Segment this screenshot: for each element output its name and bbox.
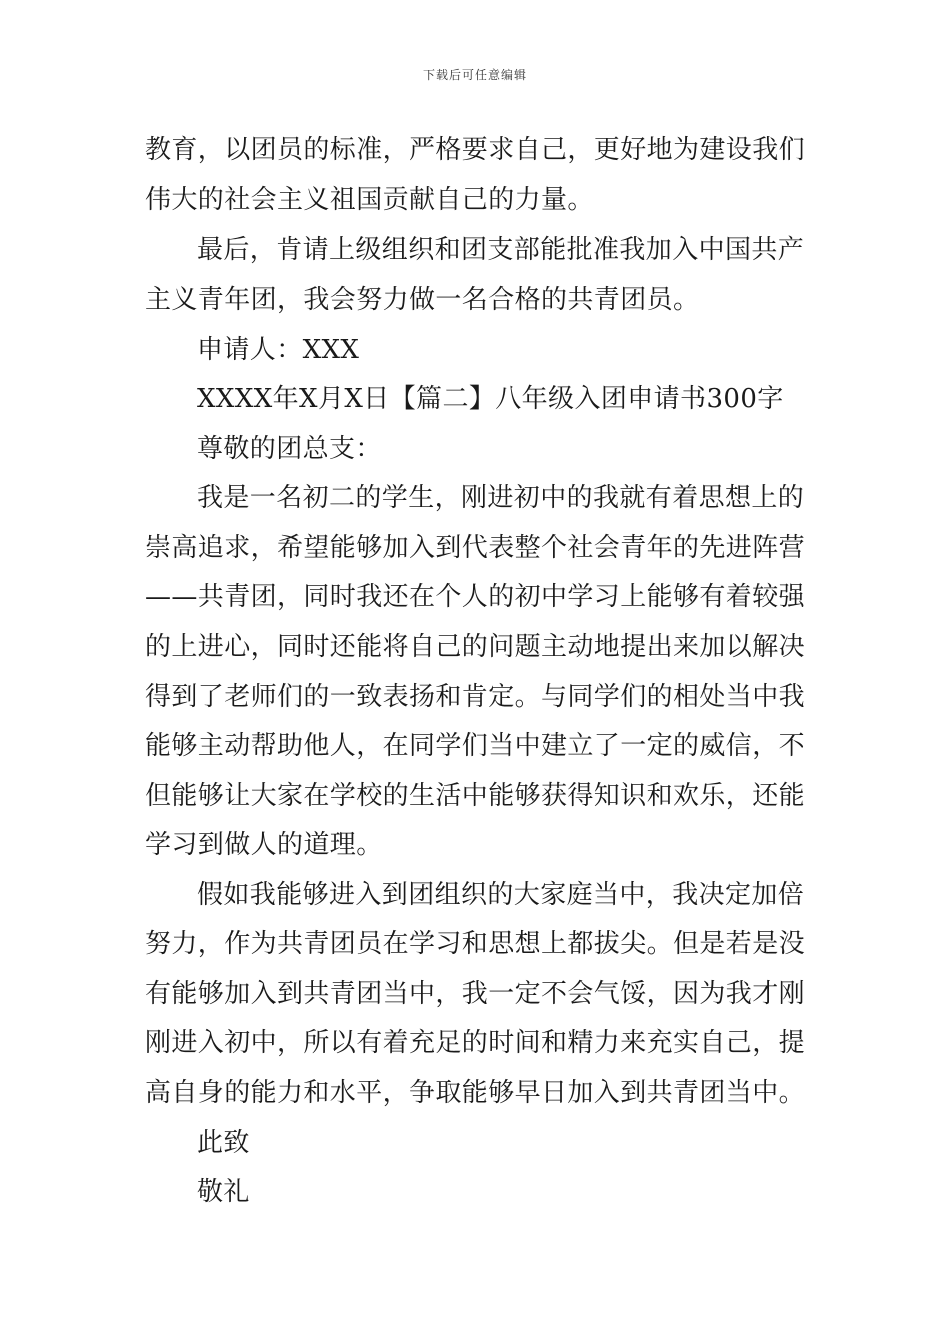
text-line: 教育，以团员的标准，严格要求自己，更好地为建设我们 <box>145 135 806 165</box>
text-line: 我是一名初二的学生，刚进初中的我就有着思想上的 <box>197 483 805 513</box>
text-line: 的上进心，同时还能将自己的问题主动地提出来加以解决 <box>145 632 806 662</box>
text-line: 得到了老师们的一致表扬和肯定。与同学们的相处当中我 <box>145 682 806 712</box>
signature-line: 申请人：XXX <box>197 335 360 365</box>
text-line: 能够主动帮助他人，在同学们当中建立了一定的威信，不 <box>145 731 806 761</box>
text-line: 但能够让大家在学校的生活中能够获得知识和欢乐，还能 <box>145 781 806 811</box>
text-line: 学习到做人的道理。 <box>145 830 383 860</box>
text-line: 最后，肯请上级组织和团支部能批准我加入中国共产 <box>197 235 805 265</box>
closing-line: 敬礼 <box>197 1177 250 1207</box>
text-line: 伟大的社会主义祖国贡献自己的力量。 <box>145 185 594 215</box>
text-line: 努力，作为共青团员在学习和思想上都拔尖。但是若是没 <box>145 929 806 959</box>
closing-line: 此致 <box>197 1128 250 1158</box>
text-line: 假如我能够进入到团组织的大家庭当中，我决定加倍 <box>197 880 805 910</box>
section-heading-line: XXXX年X月X日【篇二】八年级入团申请书300字 <box>197 384 784 414</box>
page-header-note: 下载后可任意编辑 <box>422 68 527 82</box>
salutation: 尊敬的团总支： <box>197 434 382 464</box>
text-line: 高自身的能力和水平，争取能够早日加入到共青团当中。 <box>145 1078 806 1108</box>
text-line: ——共青团，同时我还在个人的初中学习上能够有着较强 <box>145 582 806 612</box>
text-line: 主义青年团，我会努力做一名合格的共青团员。 <box>145 285 700 315</box>
text-line: 崇高追求，希望能够加入到代表整个社会青年的先进阵营 <box>145 533 806 563</box>
text-line: 刚进入初中，所以有着充足的时间和精力来充实自己，提 <box>145 1028 806 1058</box>
text-line: 有能够加入到共青团当中，我一定不会气馁，因为我才刚 <box>145 979 806 1009</box>
